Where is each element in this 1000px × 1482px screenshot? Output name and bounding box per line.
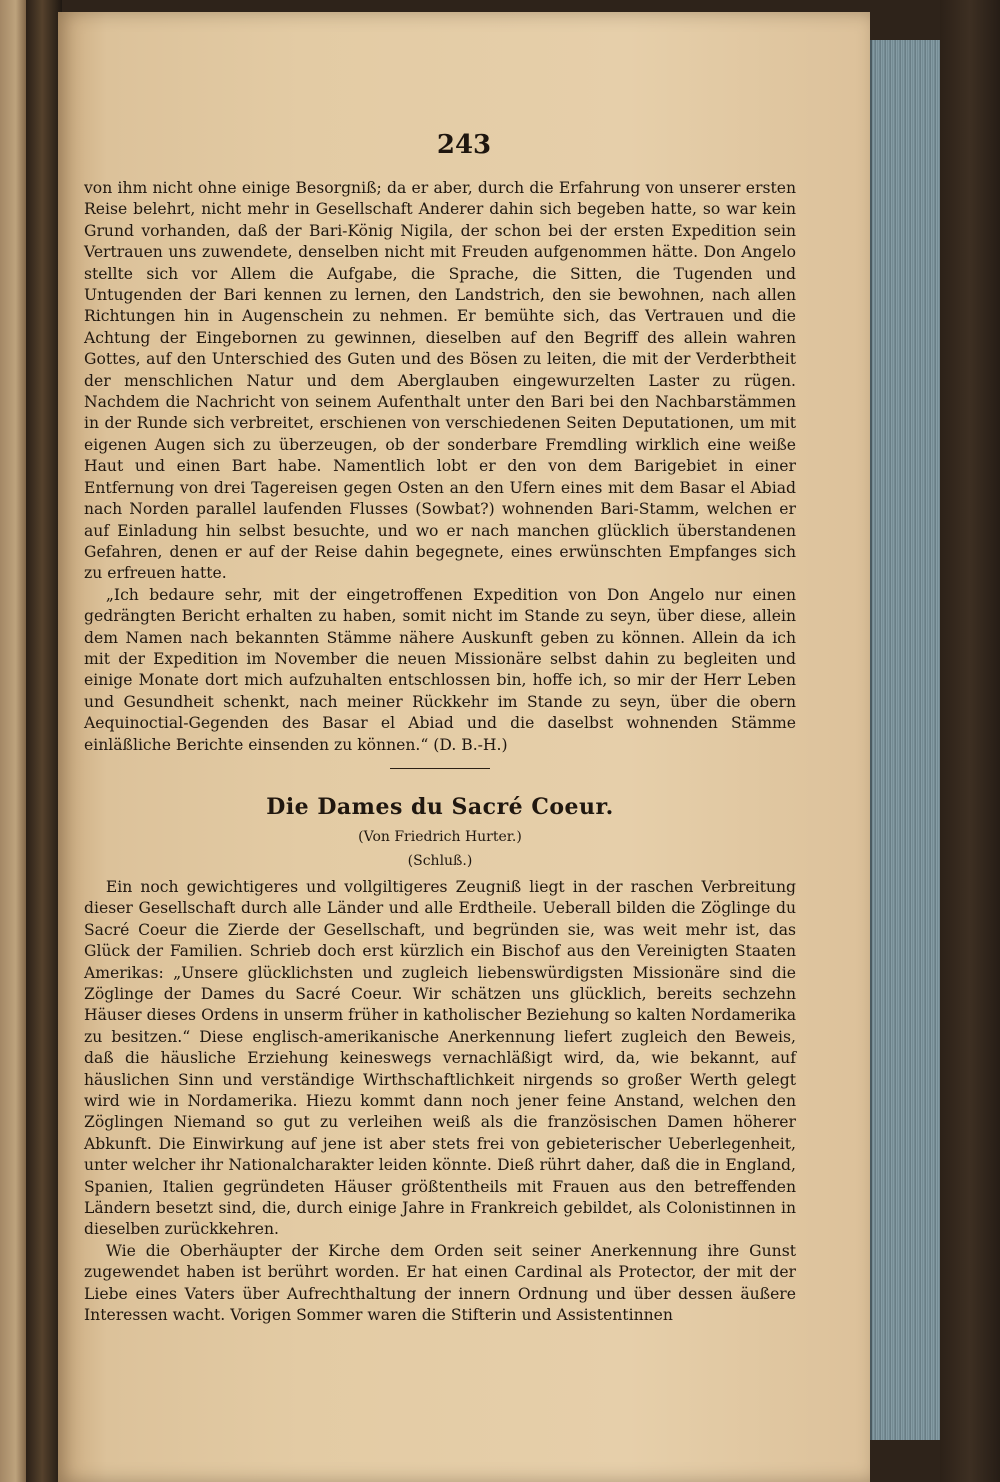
paragraph-quote: „Ich bedaure sehr, mit der eingetroffenen Expedition von Don Angelo nur einen gedrängten Bericht erhalten zu haben, somit nicht im Stande zu seyn, über diese, allein dem Namen nach bekannten Stämme nähere Auskunft geben zu können. Allein da ich mit der Expedition im November die neuen Missionäre selbst dahin zu begleiten und einige Monate dort mich aufzuhalten entschlossen bin, hoffe ich, so mir der Herr Leben und Gesundheit schenkt, nach meiner Rückkehr im Stande zu seyn, über die obern Aequinoctial-Gegenden des Basar el Abiad und die daselbst wohnenden Stämme einläßliche Berichte einsenden zu können.“ (D. B.-H.): [84, 585, 796, 754]
paragraph: Wie die Oberhäupter der Kirche dem Orden seit seiner Anerkennung ihre Gunst zugewendet haben ist berührt worden. Er hat einen Cardinal als Protector, der mit der Liebe eines Vaters über Aufrechthaltung der innern Ordnung und über dessen äußere Interessen wacht. Vorigen Sommer waren die Stifterin und Assistentinnen: [84, 1241, 796, 1325]
book-gutter: [26, 0, 62, 1482]
page-block-edges: [870, 40, 942, 1440]
book-page: [58, 12, 870, 1482]
section-divider: [390, 768, 490, 769]
continuation-note: (Schluß.): [407, 852, 473, 869]
paragraph-continued: von ihm nicht ohne einige Besorgniß; da er aber, durch die Erfahrung von unserer ersten Reise belehrt, nicht mehr in Gesellschaft Anderer dahin sich begeben hatte, so war kein Grund vorhanden, daß der Bari-König Nigila, der schon bei der ersten Expedition sein Vertrauen uns zuwendete, denselben nicht mit Freuden aufgenommen hätte. Don Angelo stellte sich vor Allem die Aufgabe, die Sprache, die Sitten, die Tugenden und Untugenden der Bari kennen zu lernen, den Landstrich, den sie bewohnen, nach allen Richtungen hin in Augenschein zu nehmen. Er bemühte sich, das Vertrauen und die Achtung der Eingebornen zu gewinnen, dieselben auf den Begriff des allein wahren Gottes, auf den Unterschied des Guten und des Bösen zu leiten, die mit der Verderbtheit der menschlichen Natur und dem Aberglauben eingewurzelten Laster zu rügen. Nachdem die Nachricht von seinem Aufenthalt unter den Bari bei den Nachbarstämmen in der Runde sich verbreitet, erschienen von verschiedenen Seiten Deputationen, um mit eigenen Augen sich zu überzeugen, ob der sonderbare Fremdling wirklich eine weiße Haut und einen Bart habe. Namentlich lobt er den von dem Barigebiet in einer Entfernung von drei Tagereisen gegen Osten an den Ufern eines mit dem Basar el Abiad nach Norden parallel laufenden Flusses (Sowbat?) wohnenden Bari-Stamm, welchen er auf Einladung hin selbst besuchte, und wo er nach manchen glücklich überstandenen Gefahren, denen er auf der Reise dahin begegnete, eines erwünschten Empfanges sich zu erfreuen hatte.: [84, 179, 796, 583]
page-text: [84, 178, 796, 1327]
previous-page-edge: [0, 0, 26, 1482]
paragraph: Ein noch gewichtigeres und vollgiltigeres Zeugniß liegt in der raschen Verbreitung dieser Gesellschaft durch alle Länder und alle Erdtheile. Ueberall bilden die Zöglinge du Sacré Coeur die Zierde der Gesellschaft, und begründen sie, was weit mehr ist, das Glück der Familien. Schrieb doch erst kürzlich ein Bischof aus den Vereinigten Staaten Amerikas: „Unsere glücklichsten und zugleich liebenswürdigsten Missionäre sind die Zöglinge der Dames du Sacré Coeur. Wir schätzen uns glücklich, bereits sechzehn Häuser dieses Ordens in unserm früher in katholischer Beziehung so kalten Nordamerika zu besitzen.“ Diese englisch-amerikanische Anerkennung liefert zugleich den Beweis, daß die häusliche Erziehung keineswegs vernachläßigt wird, da, wie bekannt, auf häuslichen Sinn und verständige Wirthschaftlichkeit nirgends so großer Werth gelegt wird wie in Nordamerika. Hiezu kommt dann noch jener feine Anstand, welchen den Zöglingen Niemand so gut zu verleihen weiß als die französischen Damen höherer Abkunft. Die Einwirkung auf jene ist aber stets frei von gebieterischer Ueberlegenheit, unter welcher ihr Nationalcharakter leiden könnte. Dieß rührt daher, daß die in England, Spanien, Italien gegründeten Häuser größtentheils mit Frauen aus den betreffenden Ländern besetzt sind, die, durch einige Jahre in Frankreich gebildet, als Colonistinnen in dieselben zurückkehren.: [84, 877, 796, 1239]
section-title: Die Dames du Sacré Coeur.: [266, 793, 614, 820]
page-number: 243: [436, 130, 492, 160]
byline: (Von Friedrich Hurter.): [358, 828, 522, 845]
book-cover-right: [940, 0, 1000, 1482]
